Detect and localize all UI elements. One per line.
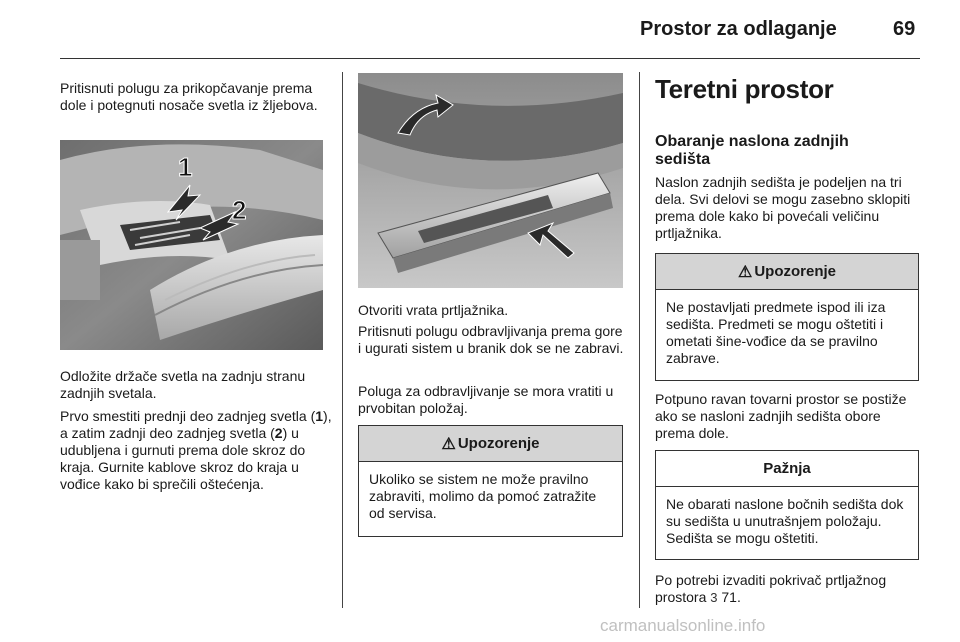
warning-box-col3-title: Upozorenje <box>754 263 837 280</box>
page-reference-number[interactable]: 71. <box>721 589 741 605</box>
col2-paragraph-3: Poluga za odbravljivanje se mora vratiti u prvobitan položaj. <box>358 383 614 416</box>
warning-box-col3 <box>655 253 919 381</box>
page-number: 69 <box>893 18 916 40</box>
column-divider-1 <box>342 72 343 608</box>
column-divider-2 <box>639 72 640 608</box>
figure-tailgate-lever <box>358 73 623 288</box>
header-rule <box>60 58 920 59</box>
col1-paragraph-3-part-c: ), a zatim zadnji deo zadnjeg svetla ( <box>60 408 332 441</box>
warning-triangle-icon: ⚠ <box>441 435 456 453</box>
figure-light-holders <box>60 140 323 350</box>
warning-box-col3-header <box>656 254 918 290</box>
notice-box-title: Pažnja <box>763 460 811 477</box>
col1-paragraph-3 <box>60 408 332 493</box>
col3-paragraph-3 <box>655 572 925 606</box>
col1-paragraph-2: Odložite držače svetla na zadnju stranu zadnjih svetala. <box>60 368 306 401</box>
col3-paragraph-3-text: Po potrebi izvaditi pokrivač prtljažnog prostora <box>655 572 887 605</box>
warning-box-col2-title: Upozorenje <box>457 435 540 452</box>
warning-box-col2 <box>358 425 623 537</box>
figure-label-1: 1 <box>178 152 193 182</box>
col2-paragraph-2: Pritisnuti polugu odbravljivanja prema gore i ugurati sistem u branik dok se ne zabravi. <box>358 323 624 356</box>
notice-box <box>655 450 919 560</box>
page-reference-icon: 3 <box>710 590 718 605</box>
ref-number-2: 2 <box>274 425 283 441</box>
col1-paragraph-3-part-a: Prvo smestiti prednji deo zadnjeg svetla ( <box>60 408 316 424</box>
subsection-heading: Obaranje naslona zadnjih sedišta <box>655 133 849 168</box>
col1-paragraph-1: Pritisnuti polugu za prikopčavanje prema dole i potegnuti nosače svetla iz žljebova. <box>60 80 318 113</box>
figure-label-2: 2 <box>232 195 247 225</box>
col2-paragraph-1: Otvoriti vrata prtljažnika. <box>358 302 509 318</box>
warning-box-col3-text: Ne postavljati predmete ispod ili iza sedišta. Predmeti se mogu oštetiti i ometati šine-vođice da se pravilno zabrave. <box>666 299 886 366</box>
figure-tailgate-lever-drawing <box>358 73 623 288</box>
warning-triangle-icon: ⚠ <box>737 263 753 281</box>
page-title: Prostor za odlaganje <box>640 18 837 40</box>
section-heading: Teretni prostor <box>655 74 834 104</box>
col3-paragraph-2: Potpuno ravan tovarni prostor se postiže ako se nasloni zadnjih sedišta obore prema dole. <box>655 391 907 441</box>
ref-number-1: 1 <box>315 408 324 424</box>
col3-paragraph-1: Naslon zadnjih sedišta je podeljen na tri dela. Svi delovi se mogu zasebno sklopiti prema dole kako bi povećali veličinu prtljažnika. <box>655 174 911 241</box>
notice-box-header <box>656 451 918 487</box>
warning-box-col2-header <box>359 426 622 462</box>
warning-box-col2-text: Ukoliko se sistem ne može pravilno zabraviti, molimo da pomoć zatražite od servisa. <box>369 471 597 521</box>
notice-box-text: Ne obarati naslone bočnih sedišta dok su sedišta u unutrašnjem položaju. Sedišta se mogu oštetiti. <box>666 496 904 546</box>
col1-paragraph-3-part-e: ) u udubljena i gurnuti prema dole skroz do kraja. Gurnite kablove skroz do kraja u vođice kako bi sprečili oštećenja. <box>60 425 306 492</box>
watermark: carmanualsonline.info <box>600 616 766 635</box>
